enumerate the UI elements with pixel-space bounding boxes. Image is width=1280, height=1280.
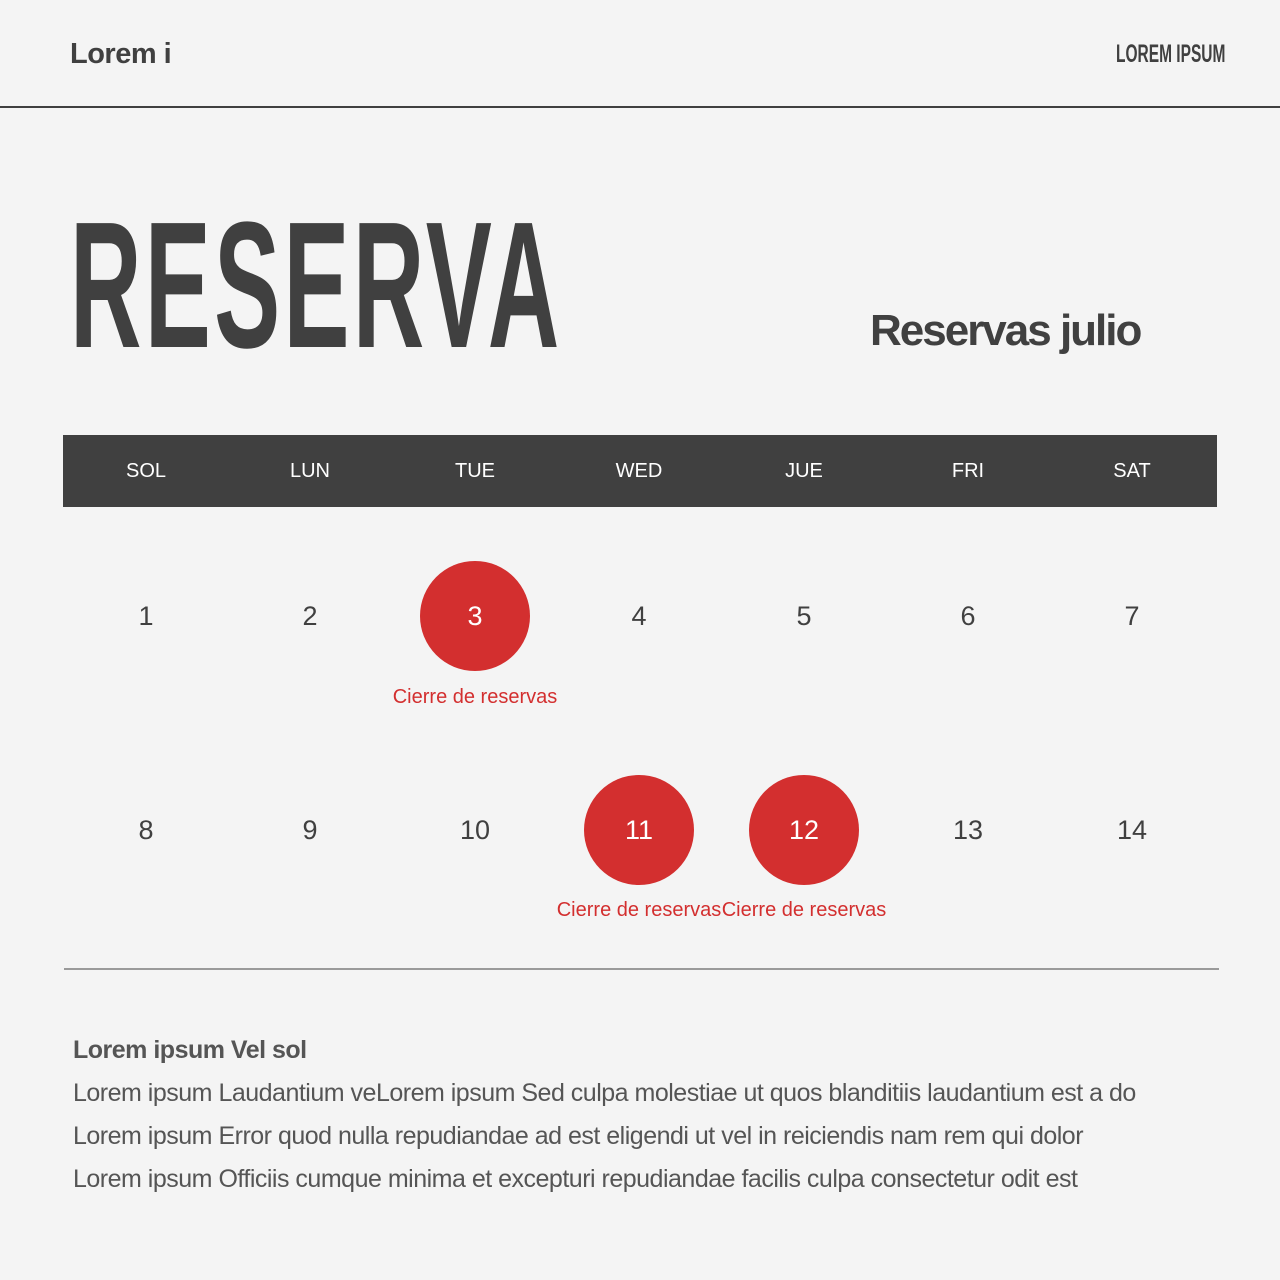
month-subtitle: Reservas julio [870,306,1141,355]
page-title: RESERVA [70,185,563,386]
day-cell[interactable]: 7 [1124,600,1140,631]
day-cell[interactable]: 10 [459,814,491,845]
weekday-jue: JUE [785,459,823,482]
header-divider [0,106,1280,108]
weekday-header-bar [63,435,1217,507]
day-cell[interactable]: 4 [631,600,647,631]
marked-day-cell[interactable]: 3 [420,561,530,671]
day-cell[interactable]: 2 [302,600,318,631]
weekday-sat: SAT [1113,459,1151,482]
weekday-tue: TUE [455,459,495,482]
event-note: Cierre de reservas [556,899,722,921]
marked-day-cell[interactable]: 11 [584,775,694,885]
footer-text-line: Lorem ipsum Error quod nulla repudiandae ad est eligendi ut vel in reiciendis nam rem qui dolor [73,1122,1084,1150]
weekday-wed: WED [615,459,663,482]
footer-heading: Lorem ipsum Vel sol [73,1036,307,1064]
weekday-sol: SOL [125,459,167,482]
brand-name: Lorem i [70,38,172,70]
footer-divider [64,968,1219,970]
event-note: Cierre de reservas [392,686,558,708]
day-cell[interactable]: 1 [138,600,154,631]
day-cell[interactable]: 5 [796,600,812,631]
weekday-lun: LUN [289,459,330,482]
footer-text-line: Lorem ipsum Officiis cumque minima et excepturi repudiandae facilis culpa consectetur odit est [73,1165,1078,1193]
day-cell[interactable]: 9 [302,814,318,845]
footer-text-line: Lorem ipsum Laudantium veLorem ipsum Sed culpa molestiae ut quos blanditiis laudantium est a do [73,1079,1136,1107]
event-note: Cierre de reservas [721,899,887,921]
day-cell[interactable]: 6 [960,600,976,631]
marked-day-cell[interactable]: 12 [749,775,859,885]
top-right-label: LOREM IPSUM [1115,40,1225,68]
day-cell[interactable]: 8 [138,814,154,845]
weekday-fri: FRI [951,459,985,482]
day-cell[interactable]: 14 [1116,814,1148,845]
day-cell[interactable]: 13 [952,814,984,845]
